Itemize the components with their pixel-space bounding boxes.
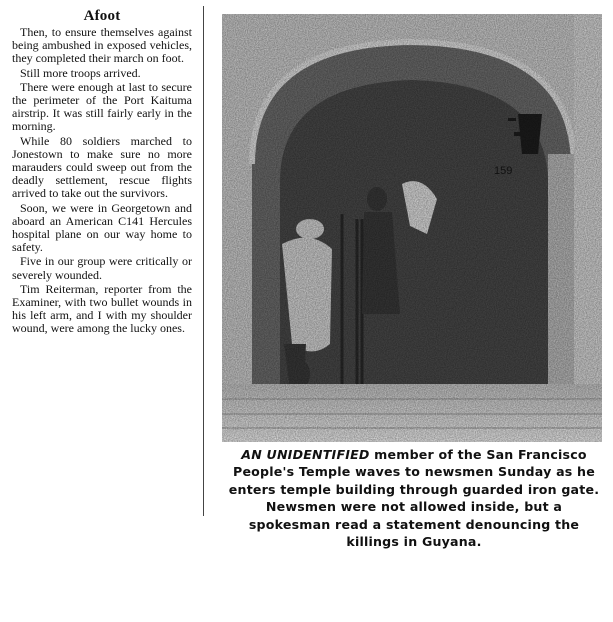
building-number: 159 <box>494 165 513 177</box>
temple-entrance-photo <box>222 14 602 442</box>
article-paragraph: Then, to ensure themselves against being ambushed in exposed vehicles, they completed their march on foot. <box>12 25 192 66</box>
article-paragraph: Still more troops arrived. <box>20 65 141 80</box>
caption-lead: AN UNIDENTIFIED <box>241 447 370 462</box>
article-paragraph: Soon, we were in Georgetown and aboard an American C141 Hercules hospital plane on our way home to safety. <box>12 200 192 255</box>
article-paragraph: There were enough at last to secure the perimeter of the Port Kaituma airstrip. It was still fairly early in the morning. <box>12 79 192 134</box>
article-paragraph: Five in our group were critically or severely wounded. <box>12 254 192 282</box>
article-heading: Afoot <box>83 8 121 24</box>
article-paragraph: While 80 soldiers marched to Jonestown to make sure no more marauders could sweep out from the deadly settlement, rescue flights arrived to take out the survivors. <box>12 133 192 201</box>
photo-caption <box>228 446 600 550</box>
article-paragraph: Tim Reiterman, reporter from the Examiner, with two bullet wounds in his left arm, and I with my shoulder wound, were among the lucky ones. <box>12 281 192 336</box>
caption-body: member of the San Francisco People's Temple waves to newsmen Sunday as he enters temple building through guarded iron gate. Newsmen were not allowed inside, but a spokesman read a statement denouncing the killings in Guyana. <box>228 447 600 550</box>
article-column <box>12 8 192 336</box>
column-divider <box>203 6 204 516</box>
photo-illustration <box>222 14 602 442</box>
